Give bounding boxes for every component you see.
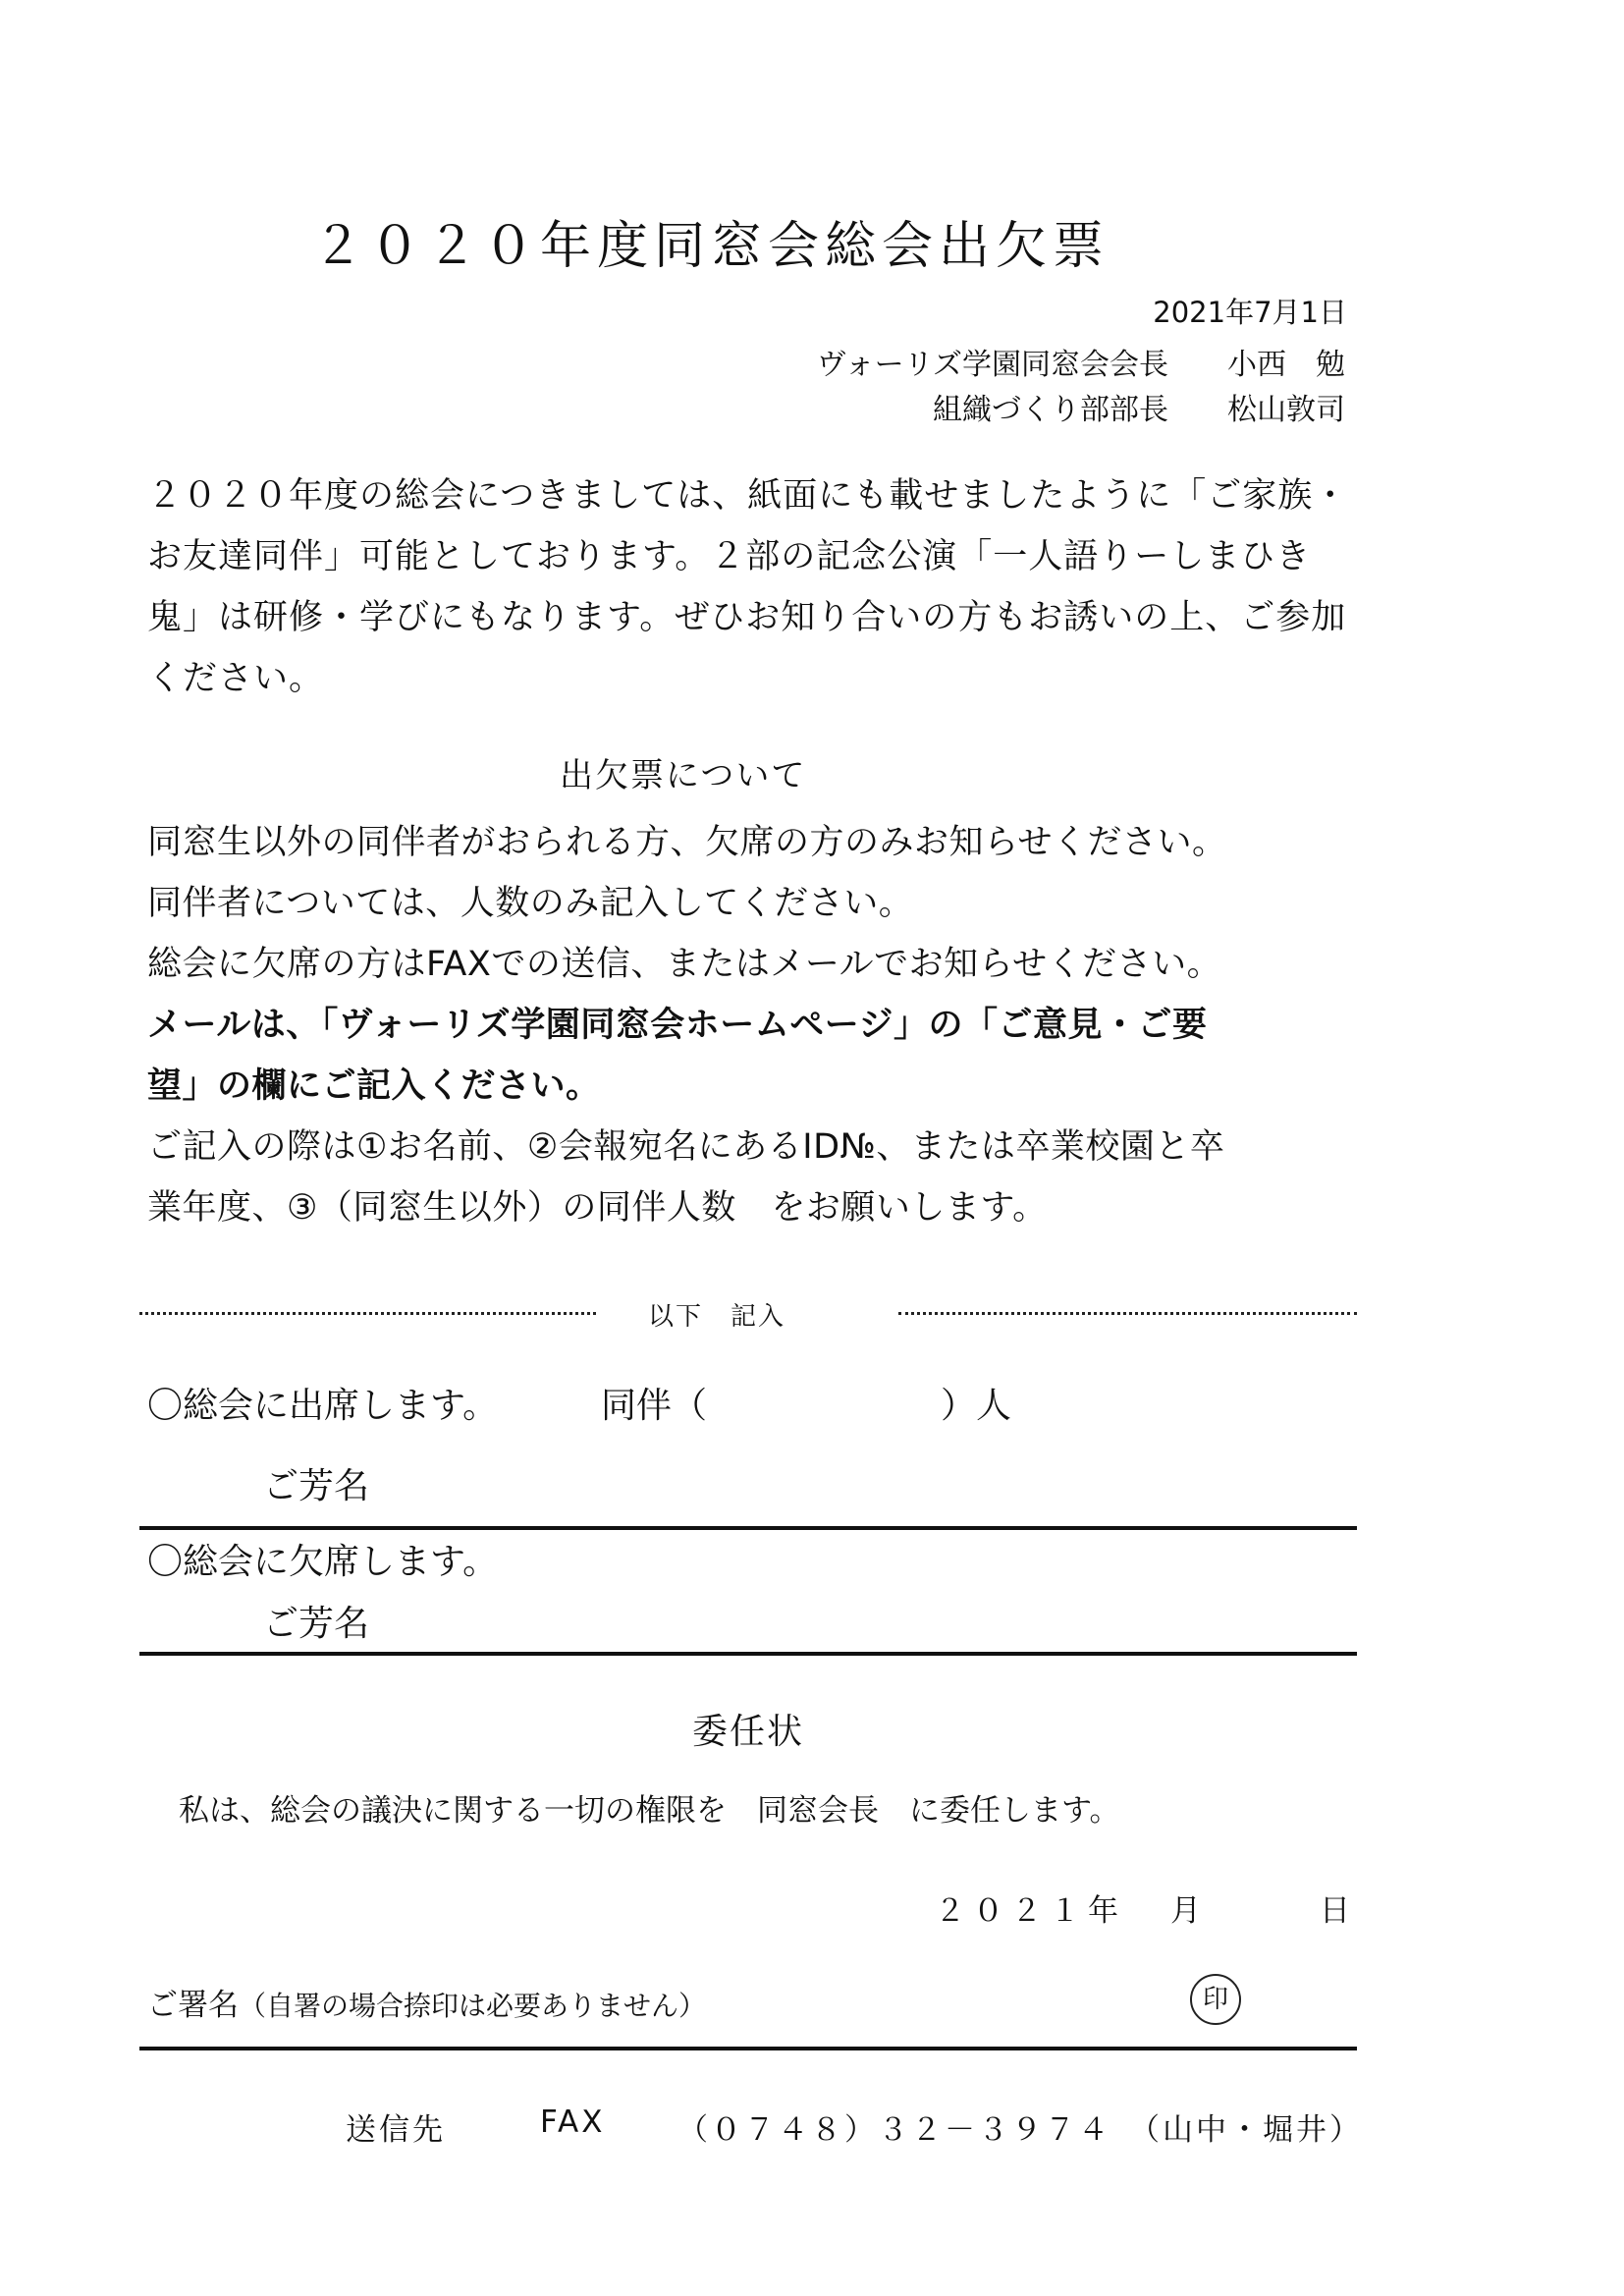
- intro-paragraph: [147, 465, 1355, 709]
- companion-count-field[interactable]: [722, 1373, 928, 1422]
- proxy-title: 委任状: [692, 1712, 805, 1752]
- seal-mark: 印: [1190, 1974, 1241, 2025]
- dotted-separator-left: [139, 1312, 596, 1315]
- about-line-4: ご記入の際は①お名前、②会報宛名にあるID№、または卒業校園と卒: [147, 1127, 1225, 1167]
- dotted-separator-right: [898, 1312, 1357, 1315]
- attend-name-field[interactable]: [393, 1451, 1355, 1503]
- proxy-year: ２０２１年: [935, 1893, 1126, 1929]
- footer-fax-label: FAX: [540, 2105, 606, 2140]
- attend-underline: [139, 1526, 1357, 1530]
- absent-name-label: ご芳名: [263, 1604, 370, 1644]
- signature-underline: [139, 2047, 1357, 2050]
- about-mail-line-1: メールは、「ヴォーリズ学園同窓会ホームページ」の「ご意見・ご要: [147, 1006, 1208, 1045]
- sender-dept-name: 松山敦司: [1227, 393, 1345, 427]
- intro-line: 鬼」は研修・学びにもなります。ぜひお知り合いの方もお誘いの上、ご参加: [147, 598, 1347, 637]
- footer-label: 送信先: [346, 2112, 446, 2148]
- absent-name-field[interactable]: [393, 1589, 1355, 1640]
- signature-label: [147, 1980, 706, 2024]
- proxy-day[interactable]: 日: [1320, 1893, 1358, 1929]
- intro-line: ください。: [147, 659, 325, 698]
- attend-name-label: ご芳名: [263, 1466, 370, 1506]
- about-line-2: 同伴者については、人数のみ記入してください。: [147, 884, 914, 923]
- absent-option[interactable]: 〇総会に欠席します。: [147, 1542, 499, 1582]
- about-heading: 出欠票について: [560, 756, 807, 795]
- about-mail-line-2: 望」の欄にご記入ください。: [147, 1066, 601, 1106]
- intro-line: ２０２０年度の総会につきましては、紙面にも載せましたように「ご家族・: [147, 476, 1349, 516]
- footer-contact: （山中・堀井）: [1129, 2112, 1363, 2148]
- companion-open-label: 同伴（: [601, 1386, 708, 1426]
- separator-label: 以下 記入: [648, 1302, 786, 1332]
- sender-chair-name: 小西 勉: [1227, 348, 1345, 382]
- about-line-5: 業年度、③（同窓生以外）の同伴人数 をお願いします。: [147, 1188, 1048, 1228]
- proxy-statement: 私は、総会の議決に関する一切の権限を 同窓会長 に委任します。: [179, 1793, 1120, 1829]
- companion-close-label: ）人: [941, 1386, 1012, 1426]
- signature-note: （自署の場合捺印は必要ありません）: [239, 1990, 707, 2022]
- footer-fax-number: （０７４８）３２－３９７４: [677, 2112, 1111, 2148]
- signature-field[interactable]: [785, 1972, 1178, 2025]
- sender-chair: [817, 340, 1347, 383]
- about-line-3: 総会に欠席の方はFAXでの送信、またはメールでお知らせください。: [147, 945, 1222, 984]
- absent-underline: [139, 1652, 1357, 1656]
- sender-dept: [933, 385, 1347, 428]
- about-line-1: 同窓生以外の同伴者がおられる方、欠席の方のみお知らせください。: [147, 823, 1227, 862]
- attend-option[interactable]: 〇総会に出席します。: [147, 1386, 499, 1426]
- page-title: ２０２０年度同窓会総会出欠票: [312, 217, 1110, 276]
- intro-line: お友達同伴」可能としております。２部の記念公演「一人語りーしまひき: [147, 537, 1312, 576]
- sender-chair-role: ヴォーリズ学園同窓会会長: [816, 348, 1168, 382]
- sender-dept-role: 組織づくり部部長: [933, 393, 1168, 427]
- signature-label-text: ご署名: [147, 1988, 239, 2023]
- proxy-month[interactable]: 月: [1170, 1893, 1209, 1929]
- issue-date: 2021年7月1日: [1153, 296, 1347, 329]
